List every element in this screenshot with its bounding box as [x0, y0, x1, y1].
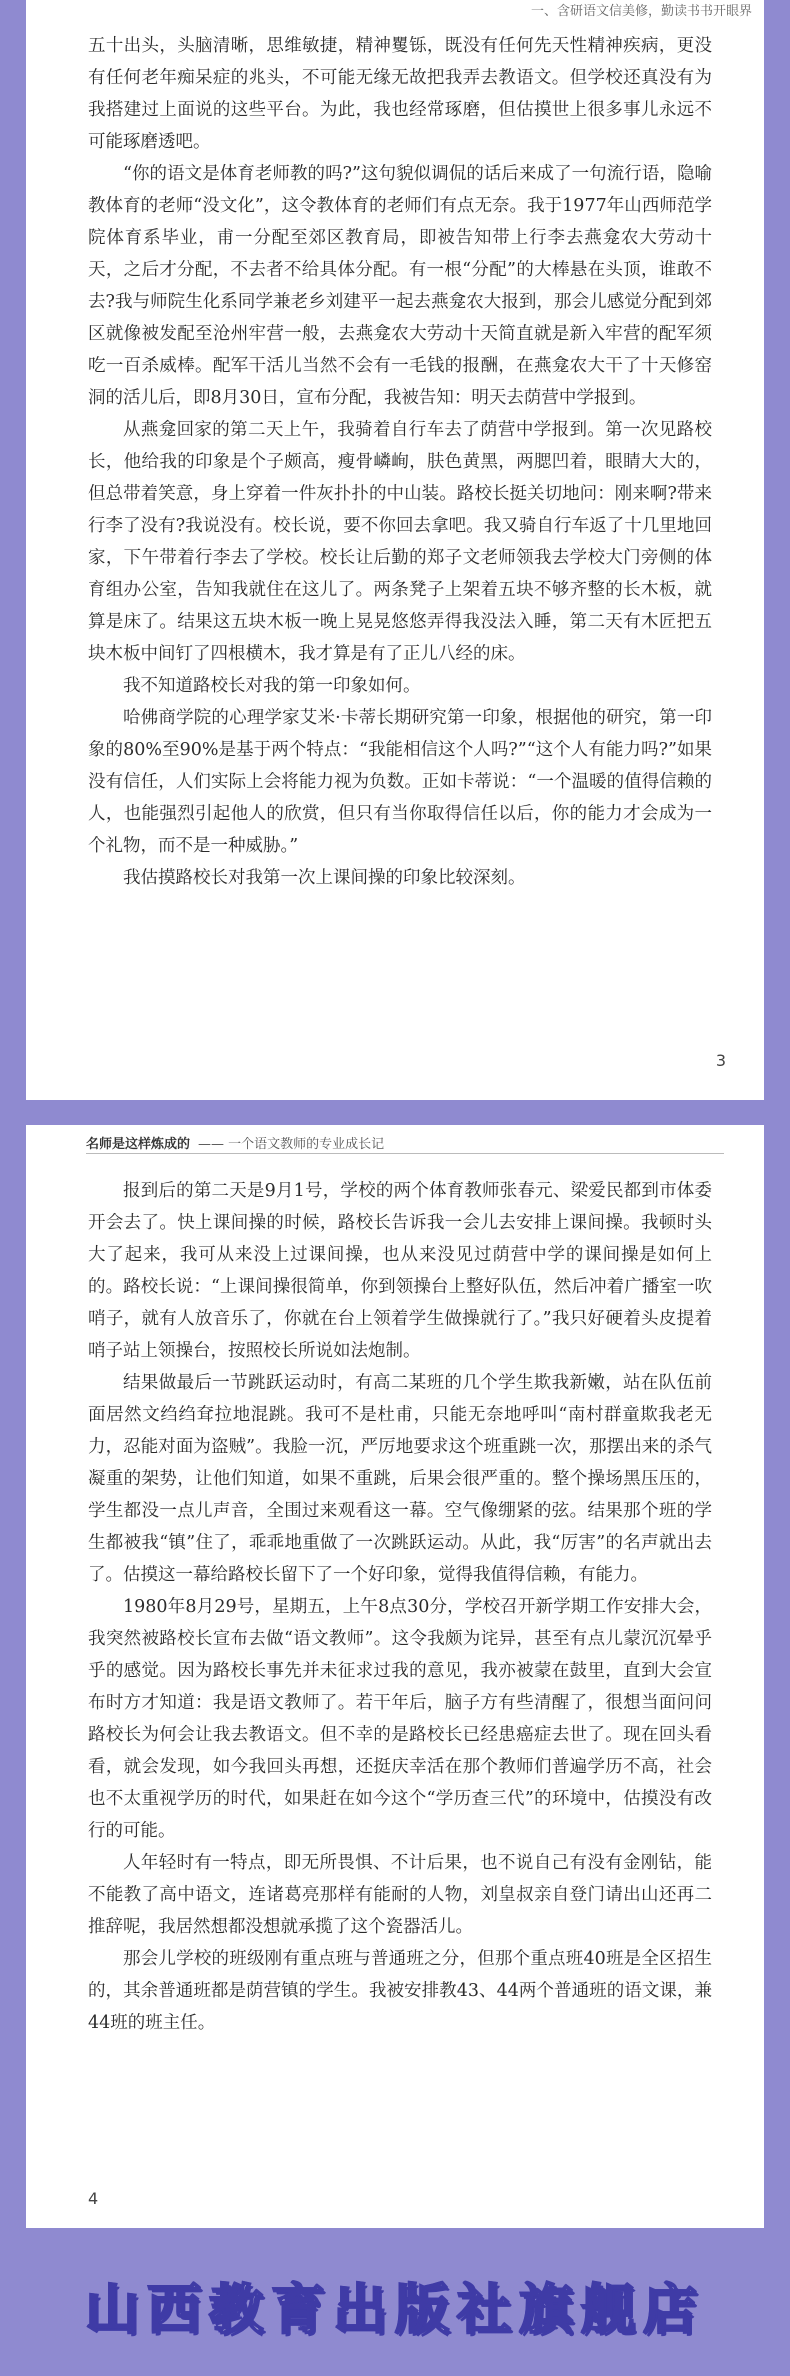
book-subtitle: —— 一个语文教师的专业成长记	[198, 1137, 385, 1152]
paragraph: 那会儿学校的班级刚有重点班与普通班之分，但那个重点班40班是全区招生的，其余普通班都是荫营镇的学生。我被安排教43、44两个普通班的语文课，兼44班的班主任。	[88, 1949, 712, 2033]
paragraph: “你的语文是体育老师教的吗?”这句貌似调侃的话后来成了一句流行语，隐喻教体育的老师“没文化”，这令教体育的老师们有点无奈。我于1977年山西师范学院体育系毕业，甫一分配至郊区教育局，即被告知带上行李去燕龛农大劳动十天，之后才分配，不去者不给具体分配。有一根“分配”的大棒悬在头顶，谁敢不去?我与师院生化系同学兼老乡刘建平一起去燕龛农大报到，那会儿感觉分配到郊区就像被发配至沧州牢营一般，去燕龛农大劳动十天简直就是新入牢营的配军须吃一百杀威棒。配军干活儿当然不会有一毛钱的报酬，在燕龛农大干了十天修窑洞的活儿后，即8月30日，宣布分配，我被告知：明天去荫营中学报到。	[88, 164, 712, 408]
paragraph: 人年轻时有一特点，即无所畏惧、不计后果，也不说自己有没有金刚钻，能不能教了高中语文，连诸葛亮那样有能耐的人物，刘皇叔亲自登门请出山还再二推辞呢，我居然想都没想就承揽了这个瓷器活儿。	[88, 1853, 712, 1937]
paragraph: 五十出头，头脑清晰，思维敏捷，精神矍铄，既没有任何先天性精神疾病，更没有任何老年痴呆症的兆头，不可能无缘无故把我弄去教语文。但学校还真没有为我搭建过上面说的这些平台。为此，我也经常琢磨，但估摸世上很多事儿永远不可能琢磨透吧。	[88, 36, 712, 152]
header-rule	[86, 1153, 724, 1154]
running-head: 一、含研语文信美修，勤读书书开眼界	[530, 4, 752, 19]
paragraph: 我估摸路校长对我第一次上课间操的印象比较深刻。	[123, 868, 526, 888]
paragraph: 哈佛商学院的心理学家艾米·卡蒂长期研究第一印象，根据他的研究，第一印象的80%至90%是基于两个特点：“我能相信这个人吗?”“这个人有能力吗?”如果没有信任，人们实际上会将能力视为负数。正如卡蒂说：“一个温暖的值得信赖的人，也能强烈引起他人的欣赏，但只有当你取得信任以后，你的能力才会成为一个礼物，而不是一种威胁。”	[88, 708, 712, 856]
running-head	[86, 1133, 384, 1152]
body-text	[88, 1175, 712, 2039]
page-number: 3	[715, 1051, 726, 1070]
page-number: 4	[88, 2189, 99, 2208]
book-page-4	[26, 1125, 764, 2228]
body-text	[88, 30, 712, 894]
paragraph: 报到后的第二天是9月1号，学校的两个体育教师张春元、梁爱民都到市体委开会去了。快上课间操的时候，路校长告诉我一会儿去安排上课间操。我顿时头大了起来，我可从来没上过课间操，也从来没见过荫营中学的课间操是如何上的。路校长说：“上课间操很简单，你到领操台上整好队伍，然后冲着广播室一吹哨子，就有人放音乐了，你就在台上领着学生做操就行了。”我只好硬着头皮提着哨子站上领操台，按照校长所说如法炮制。	[88, 1181, 712, 1361]
book-title: 名师是这样炼成的	[86, 1137, 191, 1152]
paragraph: 1980年8月29号，星期五，上午8点30分，学校召开新学期工作安排大会，我突然被路校长宣布去做“语文教师”。这令我颇为诧异，甚至有点儿蒙沉沉晕乎乎的感觉。因为路校长事先并未征求过我的意见，我亦被蒙在鼓里，直到大会宣布时方才知道：我是语文教师了。若干年后，脑子方有些清醒了，很想当面问问路校长为何会让我去教语文。但不幸的是路校长已经患癌症去世了。现在回头看看，就会发现，如今我回头再想，还挺庆幸活在那个教师们普遍学历不高，社会也不太重视学历的时代，如果赶在如今这个“学历查三代”的环境中，估摸没有改行的可能。	[88, 1597, 712, 1841]
paragraph: 从燕龛回家的第二天上午，我骑着自行车去了荫营中学报到。第一次见路校长，他给我的印象是个子颇高，瘦骨嶙峋，肤色黄黑，两腮凹着，眼睛大大的，但总带着笑意，身上穿着一件灰扑扑的中山装。路校长挺关切地问：刚来啊?带来行李了没有?我说没有。校长说，要不你回去拿吧。我又骑自行车返了十几里地回家，下午带着行李去了学校。校长让后勤的郑子文老师领我去学校大门旁侧的体育组办公室，告知我就住在这儿了。两条凳子上架着五块不够齐整的长木板，就算是床了。结果这五块木板一晚上晃晃悠悠弄得我没法入睡，第二天有木匠把五块木板中间钉了四根横木，我才算是有了正儿八经的床。	[88, 420, 712, 664]
paragraph: 我不知道路校长对我的第一印象如何。	[123, 676, 421, 696]
book-page-3	[26, 0, 764, 1100]
store-name: 山西教育出版社旗舰店	[85, 2278, 705, 2341]
store-banner	[0, 2235, 790, 2376]
paragraph: 结果做最后一节跳跃运动时，有高二某班的几个学生欺我新嫩，站在队伍前面居然文绉绉耷拉地混跳。我可不是杜甫，只能无奈地呼叫“南村群童欺我老无力，忍能对面为盗贼”。我脸一沉，严厉地要求这个班重跳一次，那摆出来的杀气凝重的架势，让他们知道，如果不重跳，后果会很严重的。整个操场黑压压的，学生都没一点儿声音，全围过来观看这一幕。空气像绷紧的弦。结果那个班的学生都被我“镇”住了，乖乖地重做了一次跳跃运动。从此，我“厉害”的名声就出去了。估摸这一幕给路校长留下了一个好印象，觉得我值得信赖，有能力。	[88, 1373, 712, 1585]
